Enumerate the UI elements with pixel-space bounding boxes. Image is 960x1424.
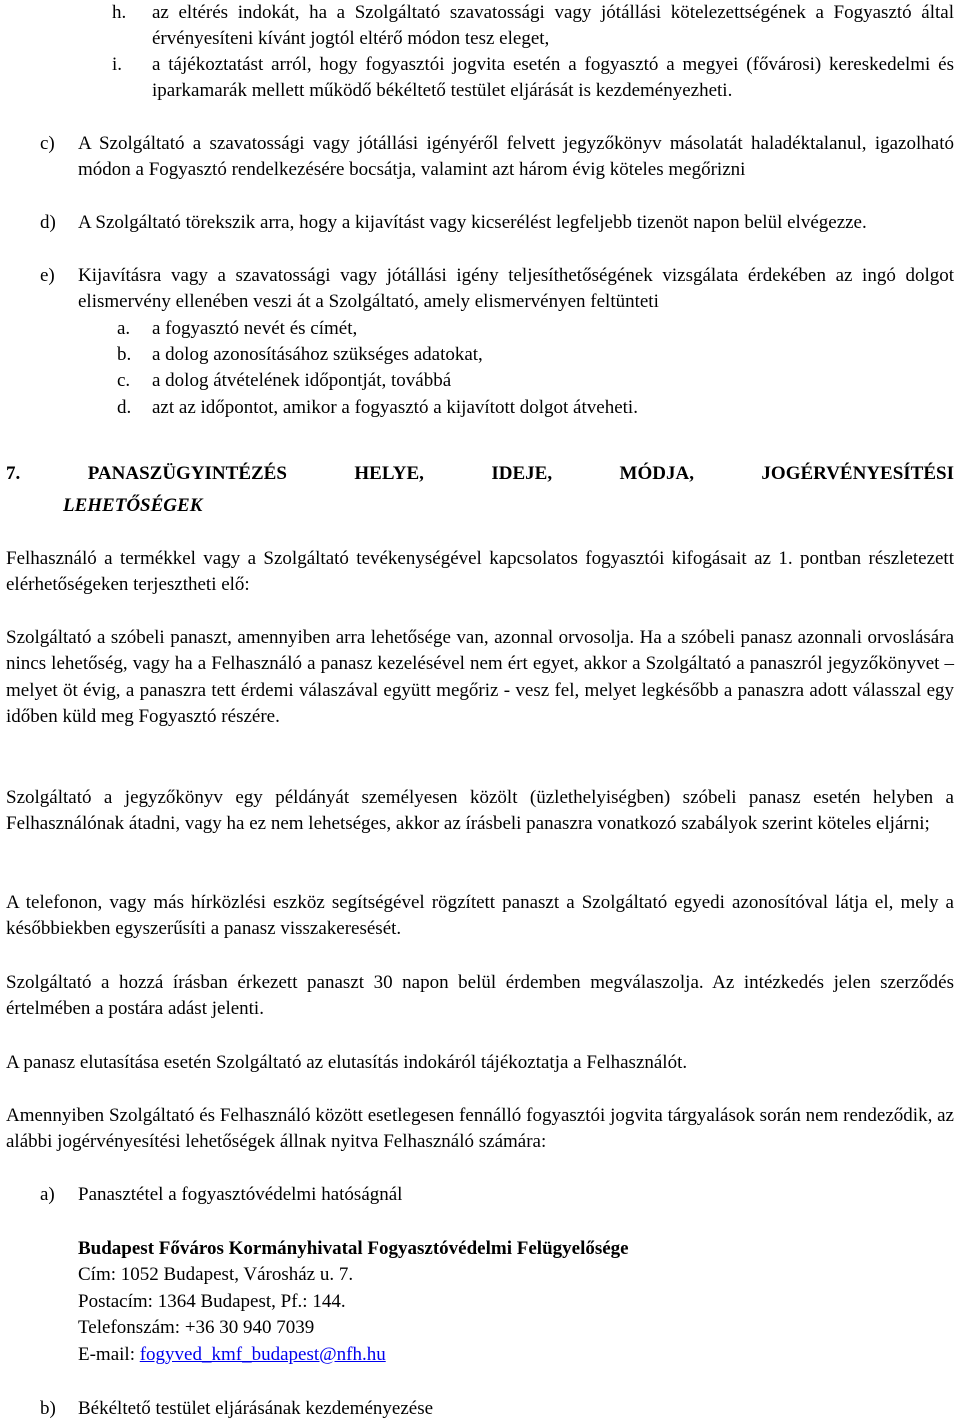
list-item-e: e) Kijavításra vagy a szavatossági vagy jótállási igény teljesíthetőségének vizsgálata érdekében az ingó dolgot elismervény ellenében veszi át a Szolgáltató, amely elismervényen feltünteti xyxy=(40,265,954,313)
section-heading: 7. PANASZÜGYINTÉZÉS HELYE, IDEJE, MÓDJA, JOGÉRVÉNYESÍTÉSI LEHETŐSÉGEK xyxy=(6,463,954,517)
contact-postal: Postacím: 1364 Budapest, Pf.: 144. xyxy=(78,1290,346,1312)
paragraph-7: Amennyiben Szolgáltató és Felhasználó között esetlegesen fennálló fogyasztói jogvita tárgyalások során nem rendeződik, az alábbi jogérvényesítési lehetőségek állnak nyitva Felhasználó számára: xyxy=(6,1105,954,1153)
paragraph-2: Szolgáltató a szóbeli panaszt, amennyiben arra lehetősége van, azonnal orvosolja. Ha a szóbeli panasz azonnali orvoslására nincs lehetőség, vagy ha a Felhasználó a panasz kezelésével nem ért egyet, akkor a Szolgáltató a panaszról jegyzőkönyvet – melyet öt évig, a panaszra tett érdemi válaszával együtt megőriz - vesz fel, melyet legkésőbb a panaszra adott válasszal egy időben küld meg Fogyasztó részére. xyxy=(6,627,954,728)
contact-address: Cím: 1052 Budapest, Városház u. 7. xyxy=(78,1264,354,1286)
sub-item-c: c. a dolog átvételének időpontját, továbbá xyxy=(117,370,452,391)
list-item-d: d) A Szolgáltató törekszik arra, hogy a kijavítást vagy kicserélést legfeljebb tizenöt napon belül elvégezze. xyxy=(40,212,867,233)
paragraph-1: Felhasználó a termékkel vagy a Szolgáltató tevékenységével kapcsolatos fogyasztói kifogásait az 1. pontban részletezett elérhetőségeken terjesztheti elő: xyxy=(6,548,954,596)
sub-item-b: b. a dolog azonosításához szükséges adatokat, xyxy=(117,344,483,365)
paragraph-4: A telefonon, vagy más hírközlési eszköz segítségével rögzített panaszt a Szolgáltató egyedi azonosítóval látja el, mely a későbbiekben egyszerűsíti a panasz visszakeresését. xyxy=(6,892,954,940)
sub-item-a: a. a fogyasztó nevét és címét, xyxy=(117,318,358,339)
sub-item-h: h. az eltérés indokát, ha a Szolgáltató szavatossági vagy jótállási kötelezettségének a Fogyasztó által érvényesíteni kívánt jogtól eltérő módon tesz eleget, xyxy=(112,2,954,50)
sub-item-i: i. a tájékoztatást arról, hogy fogyasztói jogvita esetén a fogyasztó a megyei (fővárosi) kereskedelmi és iparkamarák mellett működő békéltető testület eljárását is kezdeményezheti. xyxy=(112,54,954,102)
contact-email-line: E-mail: fogyved_kmf_budapest@nfh.hu xyxy=(78,1343,386,1365)
paragraph-3: Szolgáltató a jegyzőkönyv egy példányát személyesen közölt (üzlethelyiségben) szóbeli panasz esetén helyben a Felhasználónak átadni, vagy ha ez nem lehetséges, akkor az írásbeli panaszra vonatkozó szabályok szerint köteles eljárni; xyxy=(6,787,954,835)
remedy-item-b: b) Békéltető testület eljárásának kezdeményezése xyxy=(40,1398,434,1419)
email-link[interactable]: fogyved_kmf_budapest@nfh.hu xyxy=(139,1343,386,1365)
remedy-item-a: a) Panasztétel a fogyasztóvédelmi hatóságnál xyxy=(40,1184,403,1205)
contact-org-name: Budapest Főváros Kormányhivatal Fogyasztóvédelmi Felügyelősége xyxy=(78,1238,629,1259)
sub-item-d: d. azt az időpontot, amikor a fogyasztó a kijavított dolgot átveheti. xyxy=(117,397,638,418)
list-item-c: c) A Szolgáltató a szavatossági vagy jótállási igényéről felvett jegyzőkönyv másolatát haladéktalanul, igazolható módon a Fogyasztó rendelkezésére bocsátja, valamint azt három évig köteles megőrizni xyxy=(40,133,954,181)
paragraph-5: Szolgáltató a hozzá írásban érkezett panaszt 30 napon belül érdemben megválaszolja. Az intézkedés jelen szerződés értelmében a postára adást jelenti. xyxy=(6,972,954,1020)
paragraph-6: A panasz elutasítása esetén Szolgáltató az elutasítás indokáról tájékoztatja a Felhasználót. xyxy=(6,1052,688,1073)
contact-block xyxy=(78,1236,954,1368)
contact-phone: Telefonszám: +36 30 940 7039 xyxy=(78,1317,315,1339)
